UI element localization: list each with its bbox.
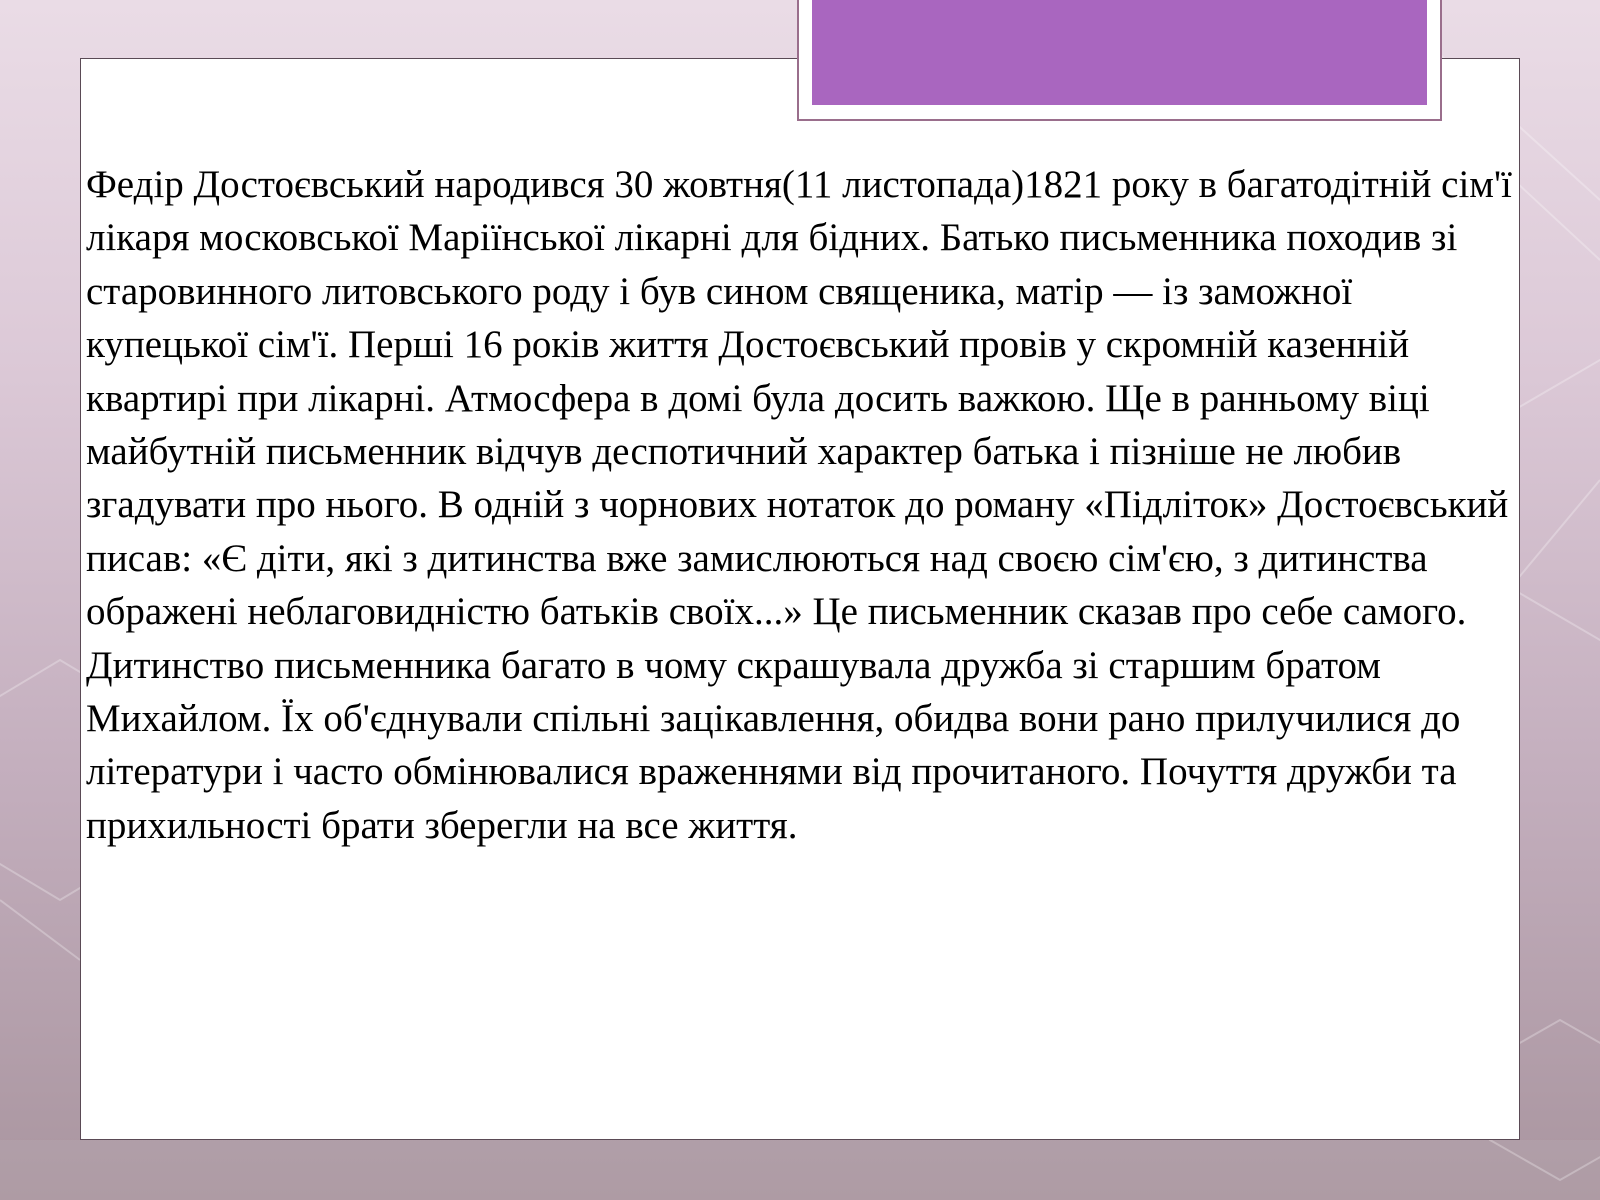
content-panel [80,58,1520,1140]
paragraph-brother: Дитинство письменника багато в чому скрашувала дружба зі старшим братом Михайлом. Їх об'єднували спільні зацікавлення, обидва вони рано прилучилися до літератури і часто обмінювалися враженнями від прочитаного. Почуття дружби та прихильності брати зберегли на все життя. [86,643,1461,847]
title-bar [812,0,1427,105]
paragraph-childhood: Федір Достоєвський народився 30 жовтня(11 листопада)1821 року в багатодітній сім'ї лікаря московської Маріїнської лікарні для бідних. Батько письменника походив зі старовинного литовського роду і був сином священика, матір — із заможної купецької сім'ї. Перші 16 років життя Достоєвський провів у скромній казенній квартирі при лікарні. Атмосфера в домі була досить важкою. Ще в ранньому віці майбутній письменник відчув деспотичний характер батька і пізніше не любив згадувати про нього. В одній з чорнових нотаток до роману «Підліток» Достоєвський писав: «Є діти, які з дитинства вже замислюються над своєю сім'єю, з дитинства ображені неблаговидністю батьків своїх...» Це письменник сказав про себе самого. [86,163,1512,634]
body-text [86,158,1516,852]
